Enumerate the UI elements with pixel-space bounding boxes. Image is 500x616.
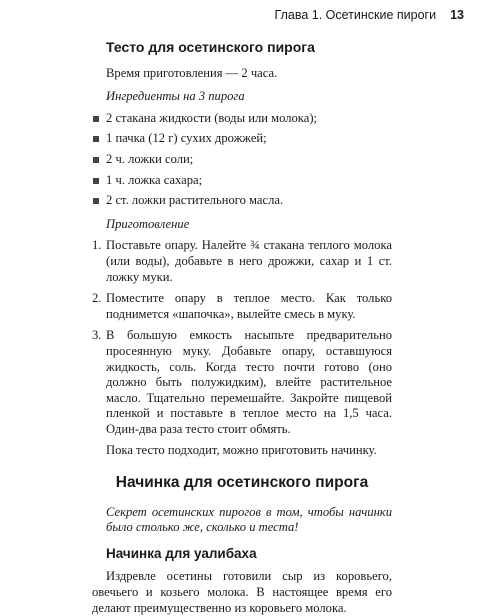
- ingredients-list: [92, 111, 392, 209]
- step-number: 1.: [92, 238, 102, 253]
- uolibah-heading: Начинка для уалибаха: [106, 545, 257, 561]
- filling-section-title: Начинка для осетинского пирога: [115, 474, 369, 492]
- step-number: 3.: [92, 328, 102, 343]
- step-item: [92, 291, 392, 322]
- closing-note: Пока тесто подходит, можно приготовить начинку.: [106, 443, 377, 458]
- list-item: 2 ч. ложки соли;: [92, 152, 392, 168]
- page-content: [92, 32, 392, 616]
- step-item: [92, 328, 392, 437]
- step-item: [92, 238, 392, 285]
- list-item: 2 стакана жидкости (воды или молока);: [92, 111, 392, 127]
- step-text: Поместите опару в теплое место. Как только поднимется «шапочка», вылейте смесь в муку.: [106, 291, 392, 321]
- method-heading: Приготовление: [106, 216, 190, 231]
- steps-list: [92, 238, 392, 437]
- step-text: В большую емкость насыпьте предварительно просеянную муку. Добавьте опару, оставшуюся жидкость, соль. Когда тесто почти готово (оно должно быть полужидким), влейте растительное масло. Тщательно перемешайте. Закройте пищевой пленкой и поставьте в теплое место на 1,5 часа. Один-два раза тесто стоит обмять.: [106, 328, 392, 436]
- chapter-title: Глава 1. Осетинские пироги: [274, 8, 437, 22]
- ingredients-heading: Ингредиенты на 3 пирога: [106, 89, 245, 104]
- filling-paragraph: Издревле осетины готовили сыр из коровьего, овечьего и козьего молока. В настоящее время его делают преимущественно из коровьего молока.: [92, 569, 392, 615]
- list-item: 2 ст. ложки растительного масла.: [92, 193, 392, 209]
- prep-time: Время приготовления — 2 часа.: [106, 65, 278, 80]
- dough-heading: Тесто для осетинского пирога: [106, 39, 315, 55]
- list-item: 1 пачка (12 г) сухих дрожжей;: [92, 131, 392, 147]
- step-text: Поставьте опару. Налейте ¾ стакана теплого молока (или воды), добавьте в него дрожжи, сахар и 1 ст. ложку муки.: [106, 238, 392, 284]
- filling-quote: Секрет осетинских пирогов в том, чтобы начинки было столько же, сколько и теста!: [106, 504, 392, 535]
- step-number: 2.: [92, 291, 102, 306]
- list-item: 1 ч. ложка сахара;: [92, 173, 392, 189]
- running-header: [275, 8, 465, 22]
- page-number: 13: [450, 8, 464, 22]
